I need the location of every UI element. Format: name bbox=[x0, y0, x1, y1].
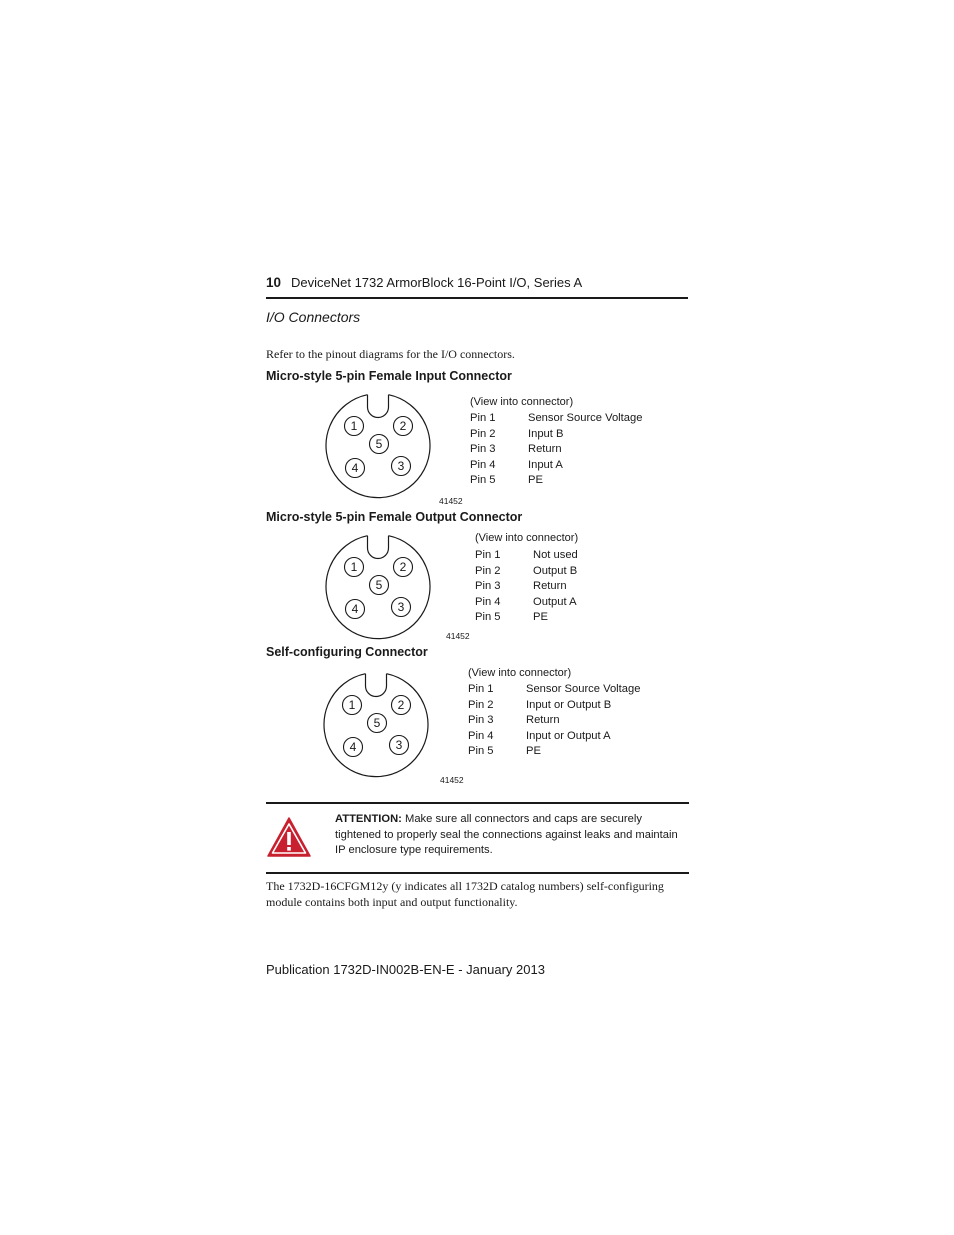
pin-5-label: 5 bbox=[375, 437, 383, 451]
self-config-connector-heading: Self-configuring Connector bbox=[266, 645, 428, 659]
pin-function: PE bbox=[526, 745, 541, 758]
pin-row bbox=[475, 564, 578, 580]
pin-row bbox=[468, 744, 640, 760]
pin-5-label: 5 bbox=[375, 578, 383, 592]
pin-row bbox=[475, 595, 578, 611]
pin-5-label: 5 bbox=[373, 716, 381, 730]
pin-4-label: 4 bbox=[349, 740, 357, 754]
pin-row bbox=[468, 713, 640, 729]
pin-function: Input A bbox=[528, 458, 563, 471]
input-connector-heading: Micro-style 5-pin Female Input Connector bbox=[266, 369, 512, 383]
pin-row bbox=[470, 411, 642, 427]
attention-bottom-rule bbox=[266, 872, 689, 874]
output-connector-figure-id: 41452 bbox=[446, 631, 470, 641]
pin-row bbox=[475, 548, 578, 564]
input-connector-pin-table bbox=[470, 411, 642, 489]
pin-name: Pin 3 bbox=[468, 714, 494, 727]
self-config-connector-view-label: (View into connector) bbox=[468, 667, 572, 679]
pin-2-label: 2 bbox=[399, 419, 407, 433]
output-connector-diagram bbox=[323, 532, 433, 642]
pin-name: Pin 4 bbox=[475, 595, 501, 608]
pin-function: Output A bbox=[533, 595, 577, 608]
output-connector-view-label: (View into connector) bbox=[475, 532, 579, 544]
pin-function: Input B bbox=[528, 427, 564, 440]
pin-1-label: 1 bbox=[350, 560, 358, 574]
pin-row bbox=[470, 458, 642, 474]
page-number: 10 bbox=[266, 275, 282, 290]
pin-name: Pin 2 bbox=[468, 698, 494, 711]
header-rule bbox=[266, 297, 688, 299]
pin-function: Sensor Source Voltage bbox=[528, 412, 643, 424]
attention-message bbox=[335, 812, 680, 859]
pin-row bbox=[468, 698, 640, 714]
pin-row bbox=[468, 729, 640, 745]
self-config-connector-pin-table bbox=[468, 682, 640, 760]
warning-triangle-icon bbox=[266, 816, 312, 858]
pin-name: Pin 1 bbox=[470, 412, 496, 424]
pin-name: Pin 5 bbox=[475, 611, 501, 624]
self-config-connector-diagram bbox=[321, 670, 431, 780]
pin-name: Pin 1 bbox=[475, 549, 501, 561]
pin-name: Pin 2 bbox=[470, 427, 496, 440]
pin-3-label: 3 bbox=[397, 600, 405, 614]
input-connector-view-label: (View into connector) bbox=[470, 396, 574, 408]
pin-row bbox=[475, 579, 578, 595]
pin-name: Pin 1 bbox=[468, 683, 494, 695]
pin-3-label: 3 bbox=[397, 459, 405, 473]
pin-name: Pin 3 bbox=[470, 443, 496, 456]
pin-row bbox=[470, 427, 642, 443]
pin-row bbox=[470, 473, 642, 489]
pin-name: Pin 4 bbox=[468, 729, 494, 742]
section-title: I/O Connectors bbox=[266, 309, 361, 325]
pin-1-label: 1 bbox=[348, 698, 356, 712]
running-header-title: DeviceNet 1732 ArmorBlock 16-Point I/O, Series A bbox=[291, 275, 583, 290]
attention-top-rule bbox=[266, 802, 689, 804]
publication-footer: Publication 1732D-IN002B-EN-E - January 2013 bbox=[266, 962, 545, 977]
pin-4-label: 4 bbox=[351, 461, 359, 475]
attention-text: Make sure all connectors and caps are securely tightened to properly seal the connections against leaks and maintain IP enclosure type requirements. bbox=[335, 813, 678, 857]
pin-3-label: 3 bbox=[395, 738, 403, 752]
pin-2-label: 2 bbox=[397, 698, 405, 712]
closing-paragraph: The 1732D-16CFGM12y (y indicates all 1732D catalog numbers) self-configuring module contains both input and output functionality. bbox=[266, 879, 664, 909]
pin-function: Input or Output A bbox=[526, 729, 611, 742]
pin-function: Not used bbox=[533, 549, 578, 561]
pin-function: PE bbox=[533, 611, 548, 624]
attention-label: ATTENTION: bbox=[335, 813, 402, 825]
output-connector-pin-table bbox=[475, 548, 578, 626]
output-connector-heading: Micro-style 5-pin Female Output Connector bbox=[266, 510, 523, 524]
intro-paragraph: Refer to the pinout diagrams for the I/O connectors. bbox=[266, 347, 515, 361]
pin-name: Pin 4 bbox=[470, 458, 496, 471]
pin-function: PE bbox=[528, 474, 543, 487]
pin-4-label: 4 bbox=[351, 602, 359, 616]
pin-name: Pin 5 bbox=[468, 745, 494, 758]
pin-row bbox=[475, 610, 578, 626]
pin-function: Sensor Source Voltage bbox=[526, 683, 641, 695]
input-connector-diagram bbox=[323, 391, 433, 501]
pin-1-label: 1 bbox=[350, 419, 358, 433]
self-config-connector-figure-id: 41452 bbox=[440, 775, 464, 785]
pin-function: Return bbox=[528, 443, 562, 456]
pin-function: Return bbox=[526, 714, 560, 727]
pin-function: Output B bbox=[533, 564, 578, 577]
pin-name: Pin 2 bbox=[475, 564, 501, 577]
pin-2-label: 2 bbox=[399, 560, 407, 574]
pin-function: Return bbox=[533, 580, 567, 593]
pin-row bbox=[470, 442, 642, 458]
input-connector-figure-id: 41452 bbox=[439, 496, 463, 506]
pin-name: Pin 3 bbox=[475, 580, 501, 593]
pin-row bbox=[468, 682, 640, 698]
pin-function: Input or Output B bbox=[526, 698, 612, 711]
pin-name: Pin 5 bbox=[470, 474, 496, 487]
